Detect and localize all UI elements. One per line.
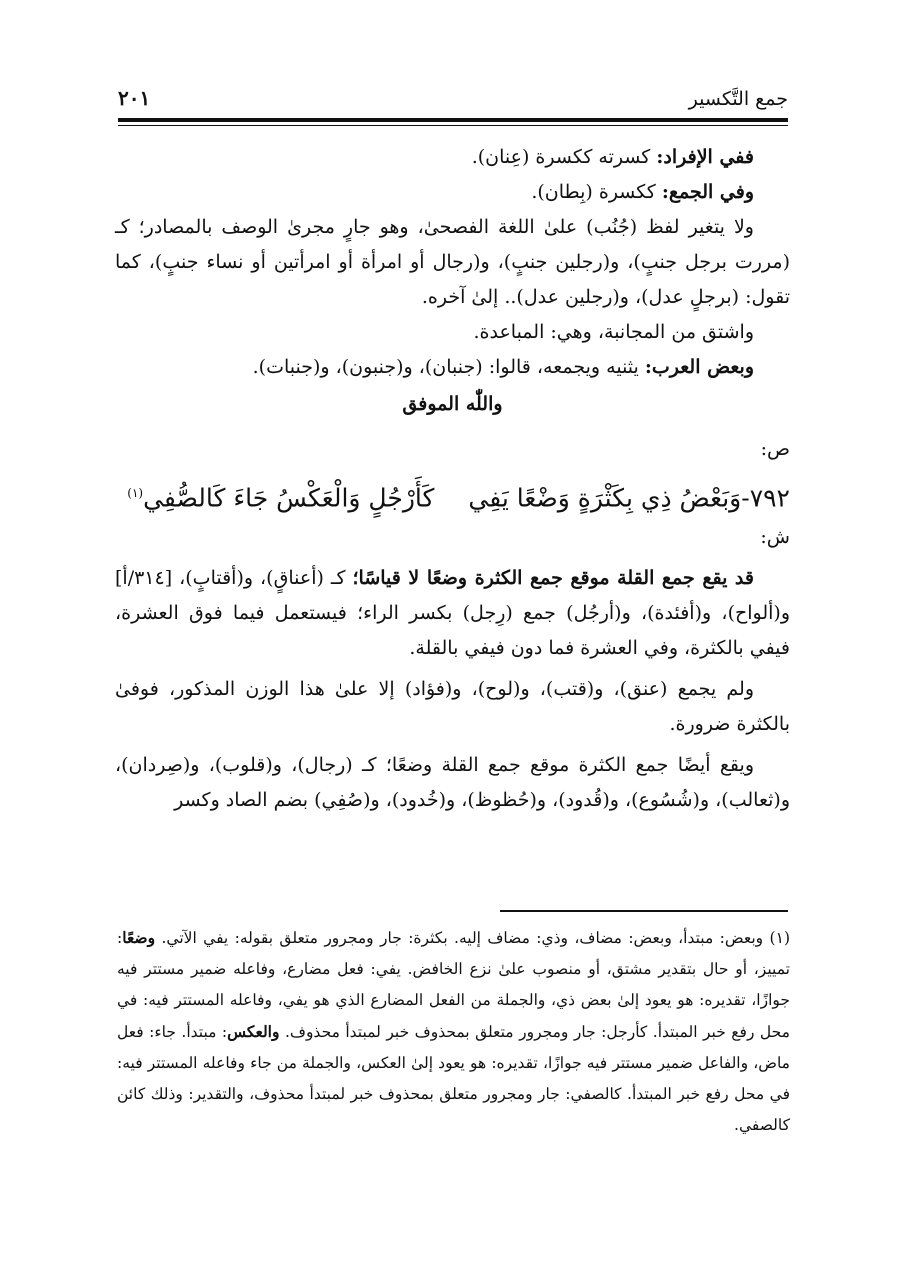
text-ifrad: كسرته ككسرة (عِنان). <box>471 146 657 168</box>
label-ba3d-al-arab: وبعض العرب: <box>644 356 754 378</box>
sad-marker: ص: <box>760 438 790 460</box>
poem-verse <box>115 471 790 520</box>
verse-footnote-ref[interactable]: (١) <box>127 486 144 500</box>
commentary-lead: قد يقع جمع القلة موقع جمع الكثرة وضعًا لا قياسًا؛ <box>352 567 754 590</box>
footnote-separator <box>500 910 788 912</box>
footnote-text-2: : تمييز، أو حال بتقدير مشتق، أو منصوب علىٰ نزع الخافض. يفي: فعل مضارع، وفاعله ضمير مستتر فيه جوازًا، تقديره: هو يعود إلىٰ بعض ذي، والجملة من الفعل المضارع الذي هو يفي، وفاعله المستتر فيه: في محل رفع خبر المبتدأ. كأرجل: جار ومجرور متعلق بمحذوف خبر لمبتدأ محذوف. <box>117 929 790 1041</box>
commentary-text-1: كـ (أعناقٍ)، و(أقتابٍ)، [٣١٤/أ] و(ألواح)، و(أفئدة)، و(أرجُل) جمع (رِجل) بكسر الراء؛ فيستعمل فيما فوق العشرة، فيفي بالكثرة، وفي العشرة فما دون فيفي بالقلة. <box>115 567 790 660</box>
footnote <box>117 922 790 1141</box>
verse-second-hemistich: كَأَرْجُلٍ وَالْعَكْسُ جَاءَ كَالصُّفِي <box>143 483 435 513</box>
paragraph-jam <box>115 175 790 210</box>
page-number: ٢٠١ <box>118 86 151 110</box>
running-title: جمع التَّكسير <box>688 88 788 110</box>
footnote-label-wad: وضعًا <box>122 928 156 947</box>
paragraph-ifrad <box>115 140 790 175</box>
label-ifrad: ففي الإفراد: <box>656 146 754 168</box>
footnote-label-aks: والعكس <box>227 1022 280 1041</box>
text-jam: ككسرة (بِطان). <box>531 181 662 203</box>
label-jam: وفي الجمع: <box>661 181 754 203</box>
header-rule-thin <box>118 125 788 126</box>
footnote-text-3: : مبتدأ. جاء: فعل ماض، والفاعل ضمير مستتر فيه جوازًا، تقديره: هو يعود إلىٰ العكس، والجملة من جاء وفاعله المستتر فيه: في محل رفع خبر المبتدأ. كالصفي: جار ومجرور متعلق بمحذوف خبر لمبتدأ محذوف، والتقدير: وذلك كائن كالصفي. <box>117 1023 790 1134</box>
footnote-text-1: وبعض: مبتدأ، وبعض: مضاف، وذي: مضاف إليه. بكثرة: جار ومجرور متعلق بقوله: يفي الآتي. <box>155 929 770 947</box>
commentary-paragraph-3: ويقع أيضًا جمع الكثرة موقع جمع القلة وضعًا؛ كـ (رجال)، و(قلوب)، و(صِردان)، و(ثعالب)، و(شُسُوع)، و(قُدود)، و(حُظوظ)، و(خُدود)، و(صُفِي) بضم الصاد وكسر <box>115 754 790 812</box>
main-text <box>115 140 790 818</box>
footnote-number: (١) <box>769 929 790 947</box>
paragraph-mujanaba: واشتق من المجانبة، وهي: المباعدة. <box>473 321 754 343</box>
verse-first-hemistich: ٧٩٢-وَبَعْضُ ذِي بِكَثْرَةٍ وَضْعًا يَفِي <box>468 483 790 513</box>
closing-phrase: واللّٰه الموفق <box>402 393 503 415</box>
paragraph-junub: ولا يتغير لفظ (جُنُب) علىٰ اللغة الفصحىٰ، وهو جارٍ مجرىٰ الوصف بالمصادر؛ كـ (مررت برجل جنبٍ)، و(رجلين جنبٍ)، و(رجال أو امرأة أو امرأتين أو نساء جنبٍ)، كما تقول: (برجلٍ عدل)، و(رجلين عدل).. إلىٰ آخره. <box>115 216 790 308</box>
commentary-paragraph-2: ولم يجمع (عنق)، و(قتب)، و(لوح)، و(فؤاد) إلا علىٰ هذا الوزن المذكور، فوفىٰ بالكثرة ضرورة. <box>115 678 790 736</box>
text-ba3d-al-arab: يثنيه ويجمعه، قالوا: (جنبان)، و(جنبون)، و(جنبات). <box>252 356 645 378</box>
shin-marker: ش: <box>760 526 790 549</box>
page-header <box>118 84 788 116</box>
paragraph-ba3d-al-arab <box>115 350 790 385</box>
header-rule-thick <box>118 118 788 122</box>
commentary-paragraph-1 <box>115 561 790 666</box>
